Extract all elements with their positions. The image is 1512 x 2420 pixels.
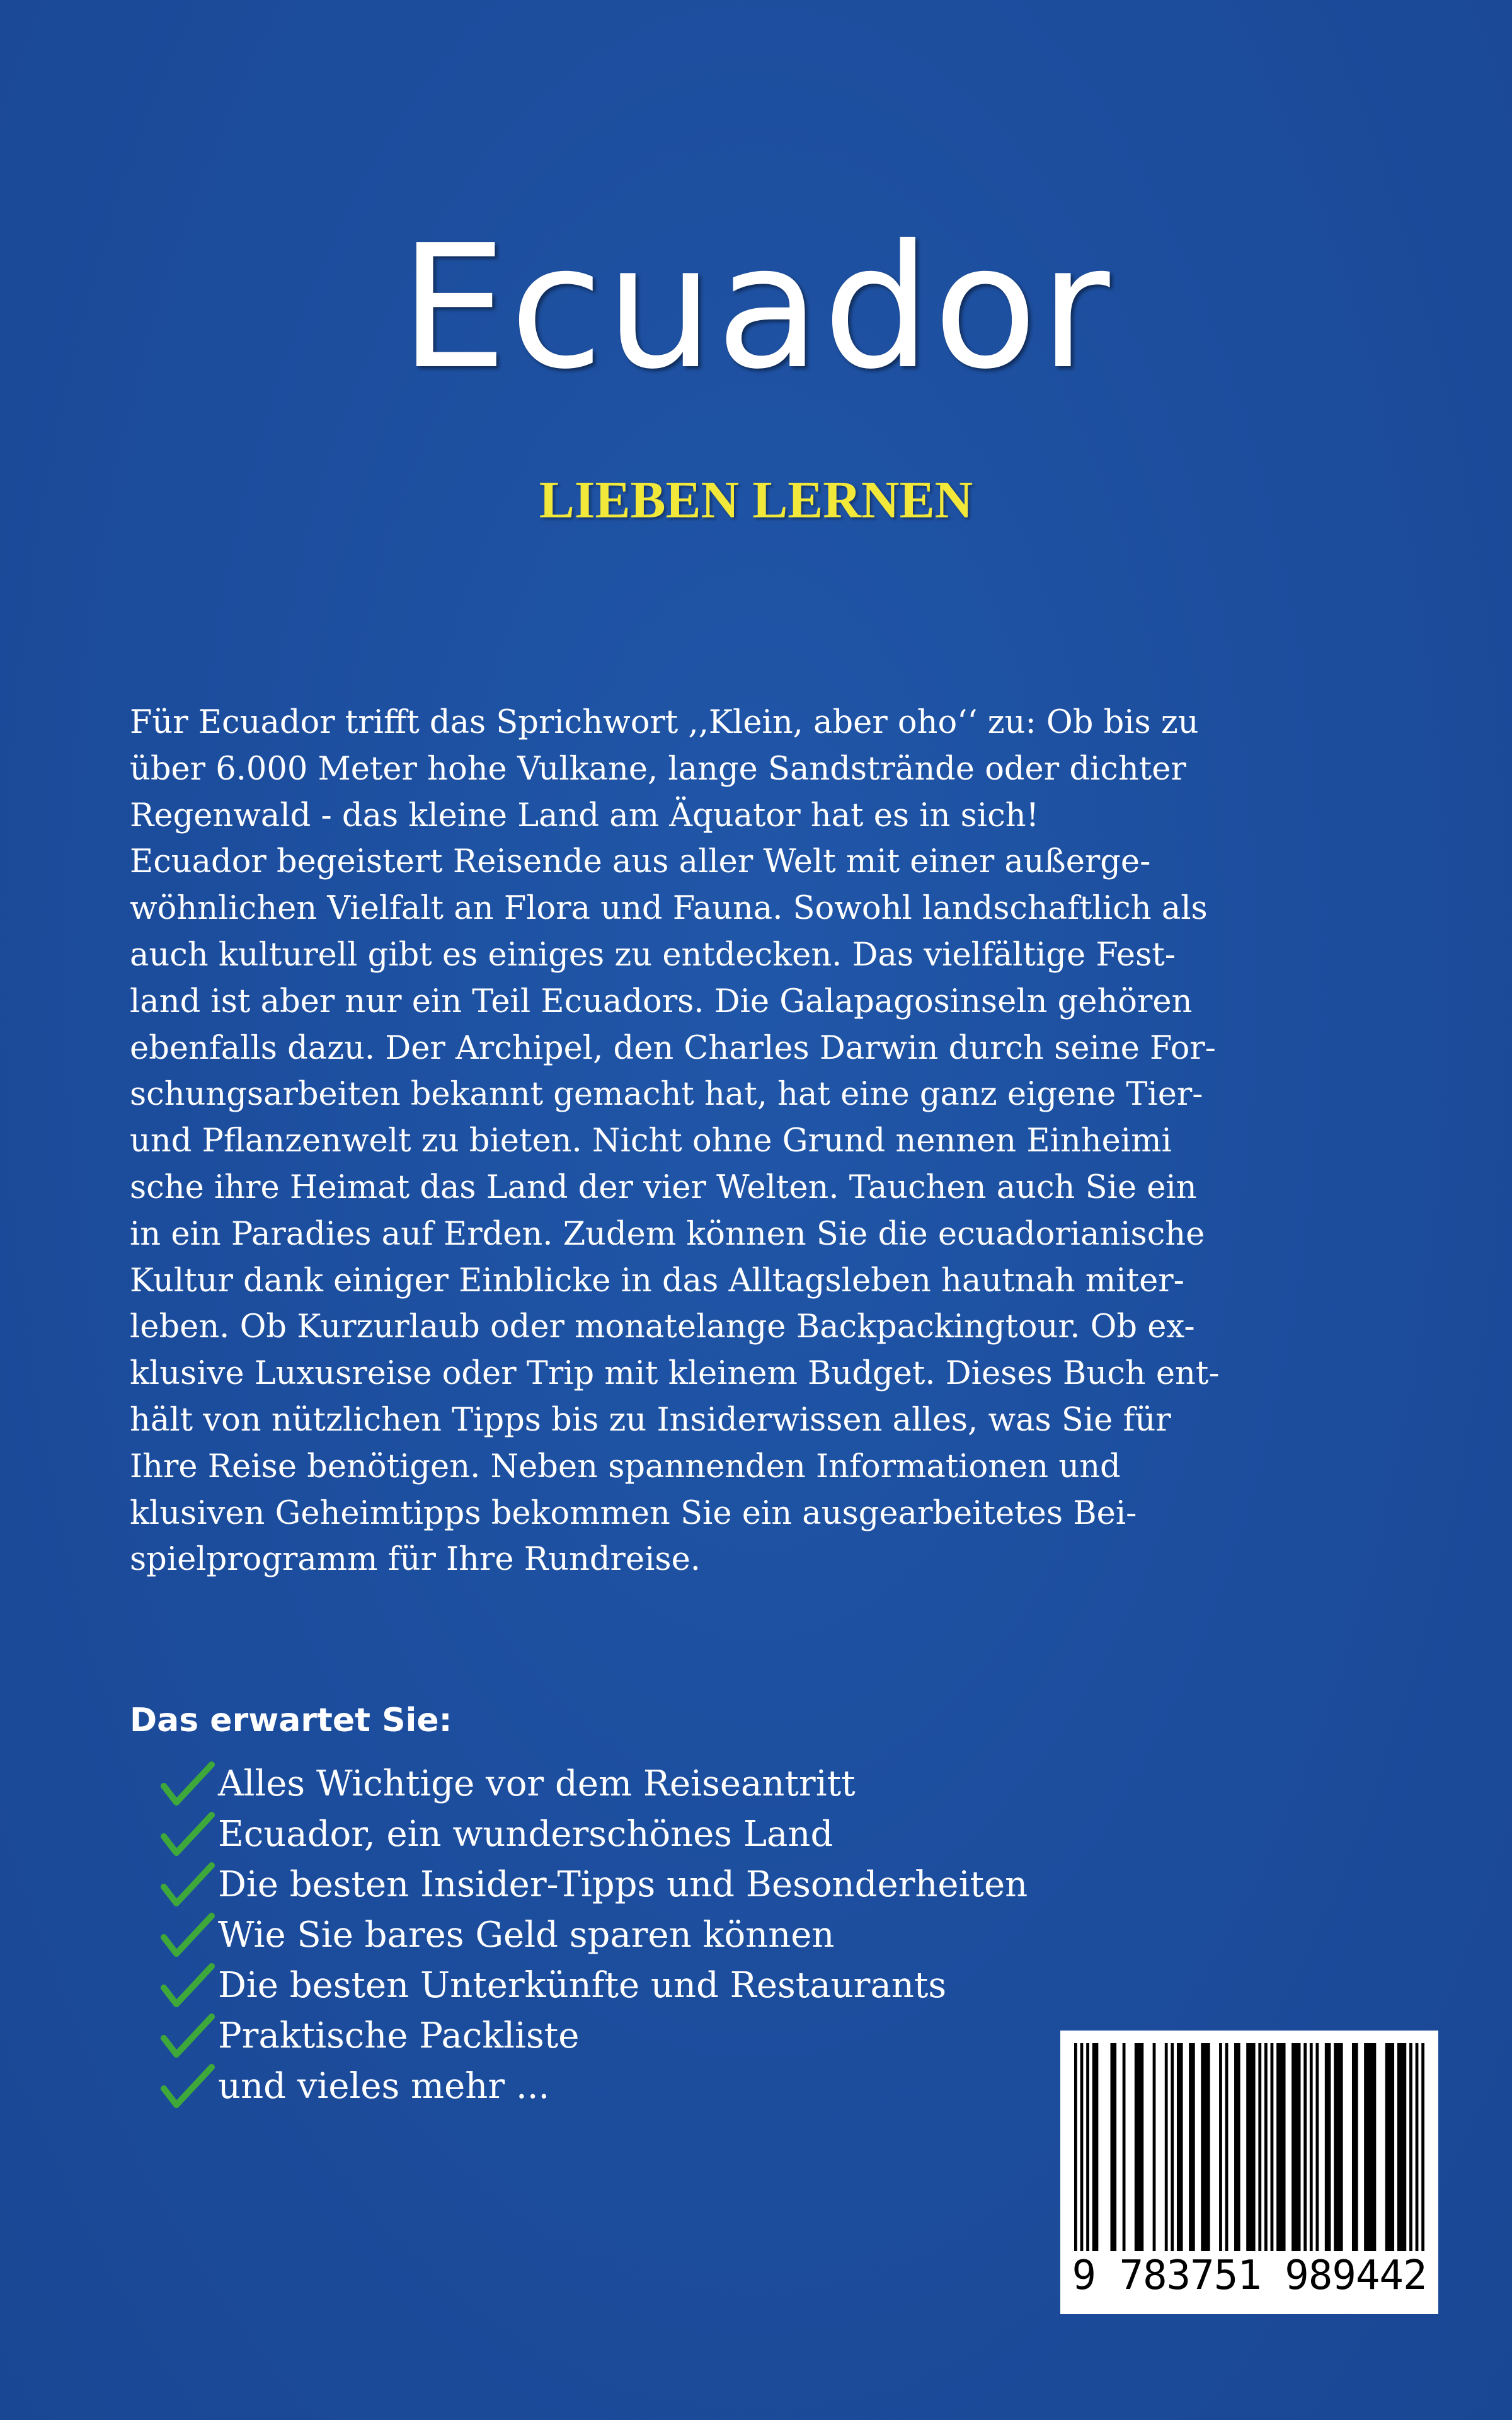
barcode-bar bbox=[1201, 2043, 1210, 2251]
barcode-bar bbox=[1315, 2043, 1319, 2251]
list-item bbox=[158, 1910, 1028, 1960]
check-icon bbox=[158, 1758, 218, 1809]
list-item-label: Wie Sie bares Geld sparen können bbox=[218, 1914, 835, 1956]
barcode-bar bbox=[1364, 2043, 1376, 2251]
barcode-bar bbox=[1177, 2043, 1183, 2251]
list-item bbox=[158, 2061, 1028, 2111]
blurb-line: hält von nützlichen Tipps bis zu Insiderwissen alles, was Sie für bbox=[130, 1401, 1171, 1439]
list-item bbox=[158, 1859, 1028, 1910]
blurb-line: Ihre Reise benötigen. Neben spannenden Informationen und bbox=[130, 1448, 1121, 1485]
barcode-bar bbox=[1165, 2043, 1168, 2251]
barcode-bar bbox=[1276, 2043, 1285, 2251]
list-item-label: und vieles mehr ... bbox=[218, 2065, 550, 2107]
barcode-bar bbox=[1086, 2043, 1089, 2251]
barcode-bar bbox=[1225, 2043, 1228, 2251]
list-item bbox=[158, 1809, 1028, 1859]
list-item bbox=[158, 1758, 1028, 1809]
barcode-bar bbox=[1325, 2043, 1331, 2251]
check-icon bbox=[158, 2010, 218, 2061]
list-item-label: Ecuador, ein wunderschönes Land bbox=[218, 1813, 833, 1855]
blurb-line: wöhnlichen Vielfalt an Flora und Fauna. Sowohl landschaftlich als bbox=[130, 890, 1208, 928]
barcode-bar bbox=[1234, 2043, 1240, 2251]
barcode-bar bbox=[1303, 2043, 1307, 2251]
barcode-bar bbox=[1092, 2043, 1099, 2251]
barcode-bar bbox=[1074, 2043, 1077, 2251]
barcode-bar bbox=[1334, 2043, 1343, 2251]
barcode-bar bbox=[1111, 2043, 1117, 2251]
barcode-bar bbox=[1135, 2043, 1143, 2251]
barcode-bar bbox=[1264, 2043, 1268, 2251]
list-item bbox=[158, 2010, 1028, 2061]
blurb-line: über 6.000 Meter hohe Vulkane, lange Sandstrände oder dichter bbox=[130, 750, 1186, 788]
barcode-bar bbox=[1080, 2043, 1084, 2251]
blurb-text bbox=[130, 700, 1383, 1583]
check-icon bbox=[158, 2061, 218, 2111]
blurb-line: Für Ecuador trifft das Sprichwort ,,Klein, aber oho‘‘ zu: Ob bis zu bbox=[130, 704, 1199, 741]
check-icon bbox=[158, 1910, 218, 1960]
barcode-bar bbox=[1352, 2043, 1358, 2251]
barcode-bar bbox=[1292, 2043, 1300, 2251]
barcode-bar bbox=[1421, 2043, 1424, 2251]
blurb-line: Regenwald - das kleine Land am Äquator hat es in sich! bbox=[130, 797, 1040, 834]
barcode-bar bbox=[1310, 2043, 1313, 2251]
blurb-line: Kultur dank einiger Einblicke in das Alltagsleben hautnah miter- bbox=[130, 1262, 1184, 1299]
isbn-barcode bbox=[1060, 2031, 1438, 2314]
check-icon bbox=[158, 1859, 218, 1910]
blurb-line: ebenfalls dazu. Der Archipel, den Charles Darwin durch seine For- bbox=[130, 1029, 1216, 1067]
expectations-list bbox=[158, 1758, 1028, 2111]
check-icon bbox=[158, 1809, 218, 1859]
list-item-label: Alles Wichtige vor dem Reiseantritt bbox=[218, 1763, 856, 1804]
barcode-bar bbox=[1258, 2043, 1261, 2251]
list-item-label: Die besten Insider-Tipps und Besonderheiten bbox=[218, 1864, 1028, 1905]
barcode-bar bbox=[1219, 2043, 1222, 2251]
barcode-digits: 9 783751 989442 bbox=[1072, 2252, 1427, 2299]
barcode-bar bbox=[1271, 2043, 1274, 2251]
blurb-line: land ist aber nur ein Teil Ecuadors. Die Galapagosinseln gehören bbox=[130, 982, 1193, 1020]
barcode-bar bbox=[1171, 2043, 1174, 2251]
blurb-line: leben. Ob Kurzurlaub oder monatelange Backpackingtour. Ob ex- bbox=[130, 1308, 1195, 1346]
barcode-bar bbox=[1123, 2043, 1126, 2251]
list-item bbox=[158, 1960, 1028, 2010]
check-icon bbox=[158, 1960, 218, 2010]
barcode-bar bbox=[1153, 2043, 1156, 2251]
list-item-label: Praktische Packliste bbox=[218, 2015, 580, 2056]
blurb-line: klusiven Geheimtipps bekommen Sie ein ausgearbeitetes Bei- bbox=[130, 1494, 1137, 1532]
barcode-bar bbox=[1385, 2043, 1394, 2251]
list-item-label: Die besten Unterkünfte und Restaurants bbox=[218, 1964, 947, 2006]
barcode-bars bbox=[1074, 2043, 1424, 2251]
blurb-line: schungsarbeiten bekannt gemacht hat, hat eine ganz eigene Tier- bbox=[130, 1076, 1203, 1114]
cover-title: Ecuador bbox=[399, 208, 1113, 406]
blurb-line: Ecuador begeistert Reisende aus aller Welt mit einer außerge- bbox=[130, 843, 1151, 881]
blurb-line: in ein Paradies auf Erden. Zudem können Sie die ecuadorianische bbox=[130, 1215, 1205, 1253]
blurb-line: spielprogramm für Ihre Rundreise. bbox=[130, 1541, 701, 1579]
barcode-bar bbox=[1409, 2043, 1412, 2251]
blurb-line: auch kulturell gibt es einiges zu entdecken. Das vielfältige Fest- bbox=[130, 936, 1176, 974]
blurb-line: und Pflanzenwelt zu bieten. Nicht ohne Grund nennen Einheimi bbox=[130, 1122, 1172, 1160]
blurb-line: sche ihre Heimat das Land der vier Welten. Tauchen auch Sie ein bbox=[130, 1168, 1197, 1206]
expectations-heading: Das erwartet Sie: bbox=[130, 1702, 452, 1739]
barcode-bar bbox=[1397, 2043, 1406, 2251]
barcode-bar bbox=[1189, 2043, 1195, 2251]
cover-subtitle: LIEBEN LERNEN bbox=[539, 471, 973, 529]
barcode-bar bbox=[1416, 2043, 1419, 2251]
barcode-bar bbox=[1246, 2043, 1255, 2251]
blurb-line: klusive Luxusreise oder Trip mit kleinem Budget. Dieses Buch ent- bbox=[130, 1355, 1220, 1393]
